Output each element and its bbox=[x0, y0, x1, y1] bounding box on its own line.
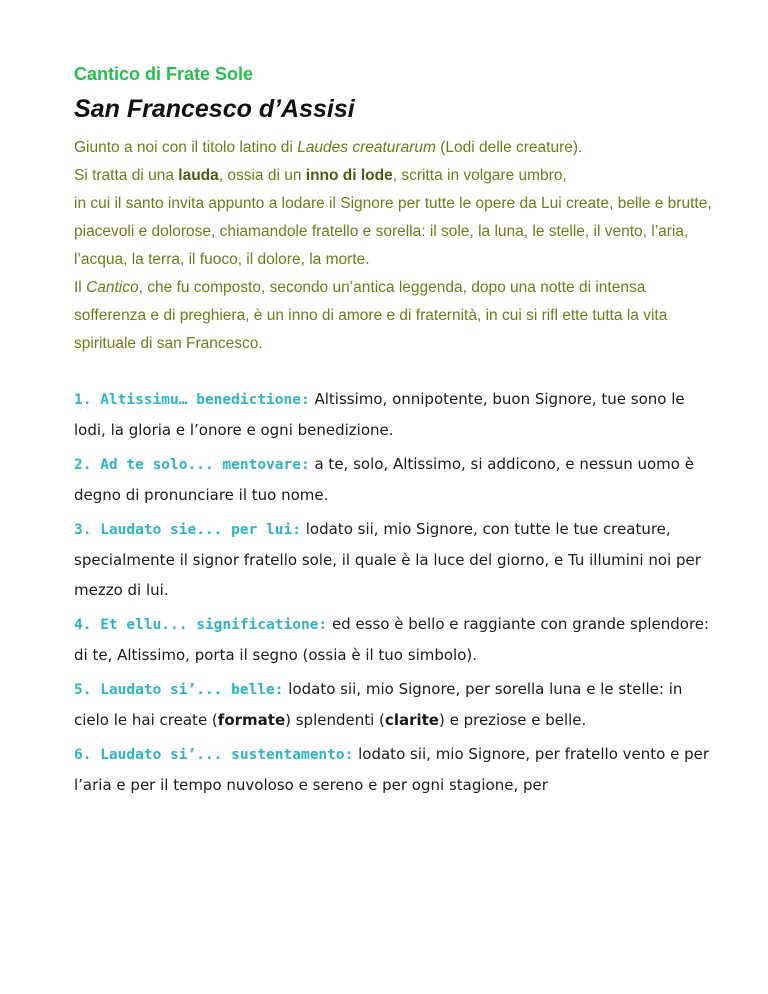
note-item: 3. Laudato sie... per lui: lodato sii, mio Signore, con tutte le tue creature, specialmente il signor fratello sole, il quale è la luce del giorno, e Tu illumini noi per mezzo di lui. bbox=[74, 520, 701, 599]
notes-list bbox=[74, 384, 714, 800]
note-item: 4. Et ellu... significatione: ed esso è bello e raggiante con grande splendore: di te, Altissimo, porta il segno (ossia è il tuo simbolo). bbox=[74, 615, 710, 664]
intro-text bbox=[74, 134, 714, 358]
intro-paragraph-2: Il Cantico, che fu composto, secondo un’antica leggenda, dopo una notte di intensa sofferenza e di preghiera, è un inno di amore e di fraternità, in cui si rifl ette tutta la vita spirituale di san Francesco. bbox=[74, 279, 668, 352]
note-item: 5. Laudato si’... belle: lodato sii, mio Signore, per sorella luna e le stelle: in cielo le hai create (formate) splendenti (clarite) e preziose e belle. bbox=[74, 680, 683, 729]
page-subtitle: San Francesco d’Assisi bbox=[74, 95, 355, 123]
document-page bbox=[74, 62, 714, 804]
intro-line-1: Giunto a noi con il titolo latino di Laudes creaturarum (Lodi delle creature). bbox=[74, 139, 583, 156]
page-title: Cantico di Frate Sole bbox=[74, 64, 254, 84]
note-item: 2. Ad te solo... mentovare: a te, solo, Altissimo, si addicono, e nessun uomo è degno di pronunciare il tuo nome. bbox=[74, 455, 694, 504]
note-item: 6. Laudato si’... sustentamento: lodato sii, mio Signore, per fratello vento e per l’aria e per il tempo nuvoloso e sereno e per ogni stagione, per bbox=[74, 745, 709, 794]
note-item: 1. Altissimu… benedictione: Altissimo, onnipotente, buon Signore, tue sono le lodi, la gloria e l’onore e ogni benedizione. bbox=[74, 390, 685, 439]
intro-line-2: Si tratta di una lauda, ossia di un inno di lode, scritta in volgare umbro, bbox=[74, 167, 567, 184]
intro-paragraph-1: in cui il santo invita appunto a lodare il Signore per tutte le opere da Lui create, belle e brutte, piacevoli e dolorose, chiamandole fratello e sorella: il sole, la luna, le stelle, il vento, l’aria, l’acqua, la terra, il fuoco, il dolore, la morte. bbox=[74, 195, 712, 268]
